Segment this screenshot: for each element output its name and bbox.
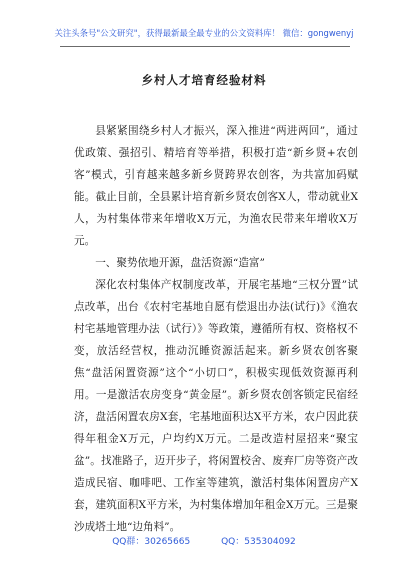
section-1-paragraph: 深化农村集体产权制度改革，开展宅基地“三权分置”试点改革，出台《农村宅基地自愿有偿退出办法(试行)》《渔农村宅基地管理办法（试行）》等政策，遵循所有权、资格权不变，放活经营权，推动沉睡资源活起来。新乡贤农创客聚焦“盘活闲置资源”这个“小切口”，积极实现低效资源再利用。一是激活农房变身“黄金屋”。新乡贤农创客锁定民宿经济，盘活闲置农房X套，宅基地面积达X平方米，农户因此获得年租金X万元，户均约X万元。二是改造村屋招来“聚宝盆”。找准路子，迈开步子，将闲置校舍、废弃厂房等资产改造成民宿、咖啡吧、工作室等建筑，激活村集体闲置房产X套，建筑面积X平方米，为村集体增加年租金X万元。三是聚沙成塔土地“边角料”。 bbox=[74, 279, 358, 533]
document-title: 乡村人才培育经验材料 bbox=[141, 73, 267, 87]
header-divider bbox=[60, 46, 350, 47]
page-footer bbox=[0, 534, 408, 547]
page-header bbox=[0, 0, 408, 62]
footer-qq: QQ：535304092 bbox=[221, 537, 296, 547]
header-notice: 关注头条号"公文研究"，获得最新最全最专业的公文资料库！ 微信：gongwenyj bbox=[54, 28, 354, 38]
intro-paragraph: 县紧紧围绕乡村人才振兴，深入推进“两进两回”，通过优政策、强招引、精培育等举措，积极打造“新乡贤+农创客”模式，引育越来越多新乡贤跨界农创客，为共富加码赋能。截止目前，全县累计培育新乡贤农创客X人，带动就业X人，为村集体带来年增收X万元，为渔农民带来年增收X万元。 bbox=[74, 125, 358, 247]
footer-qq-group: QQ群：30265665 bbox=[112, 537, 191, 547]
document-body bbox=[74, 120, 358, 538]
section-heading-1: 一、聚势依地开源，盘活资源“造富” bbox=[95, 257, 265, 269]
